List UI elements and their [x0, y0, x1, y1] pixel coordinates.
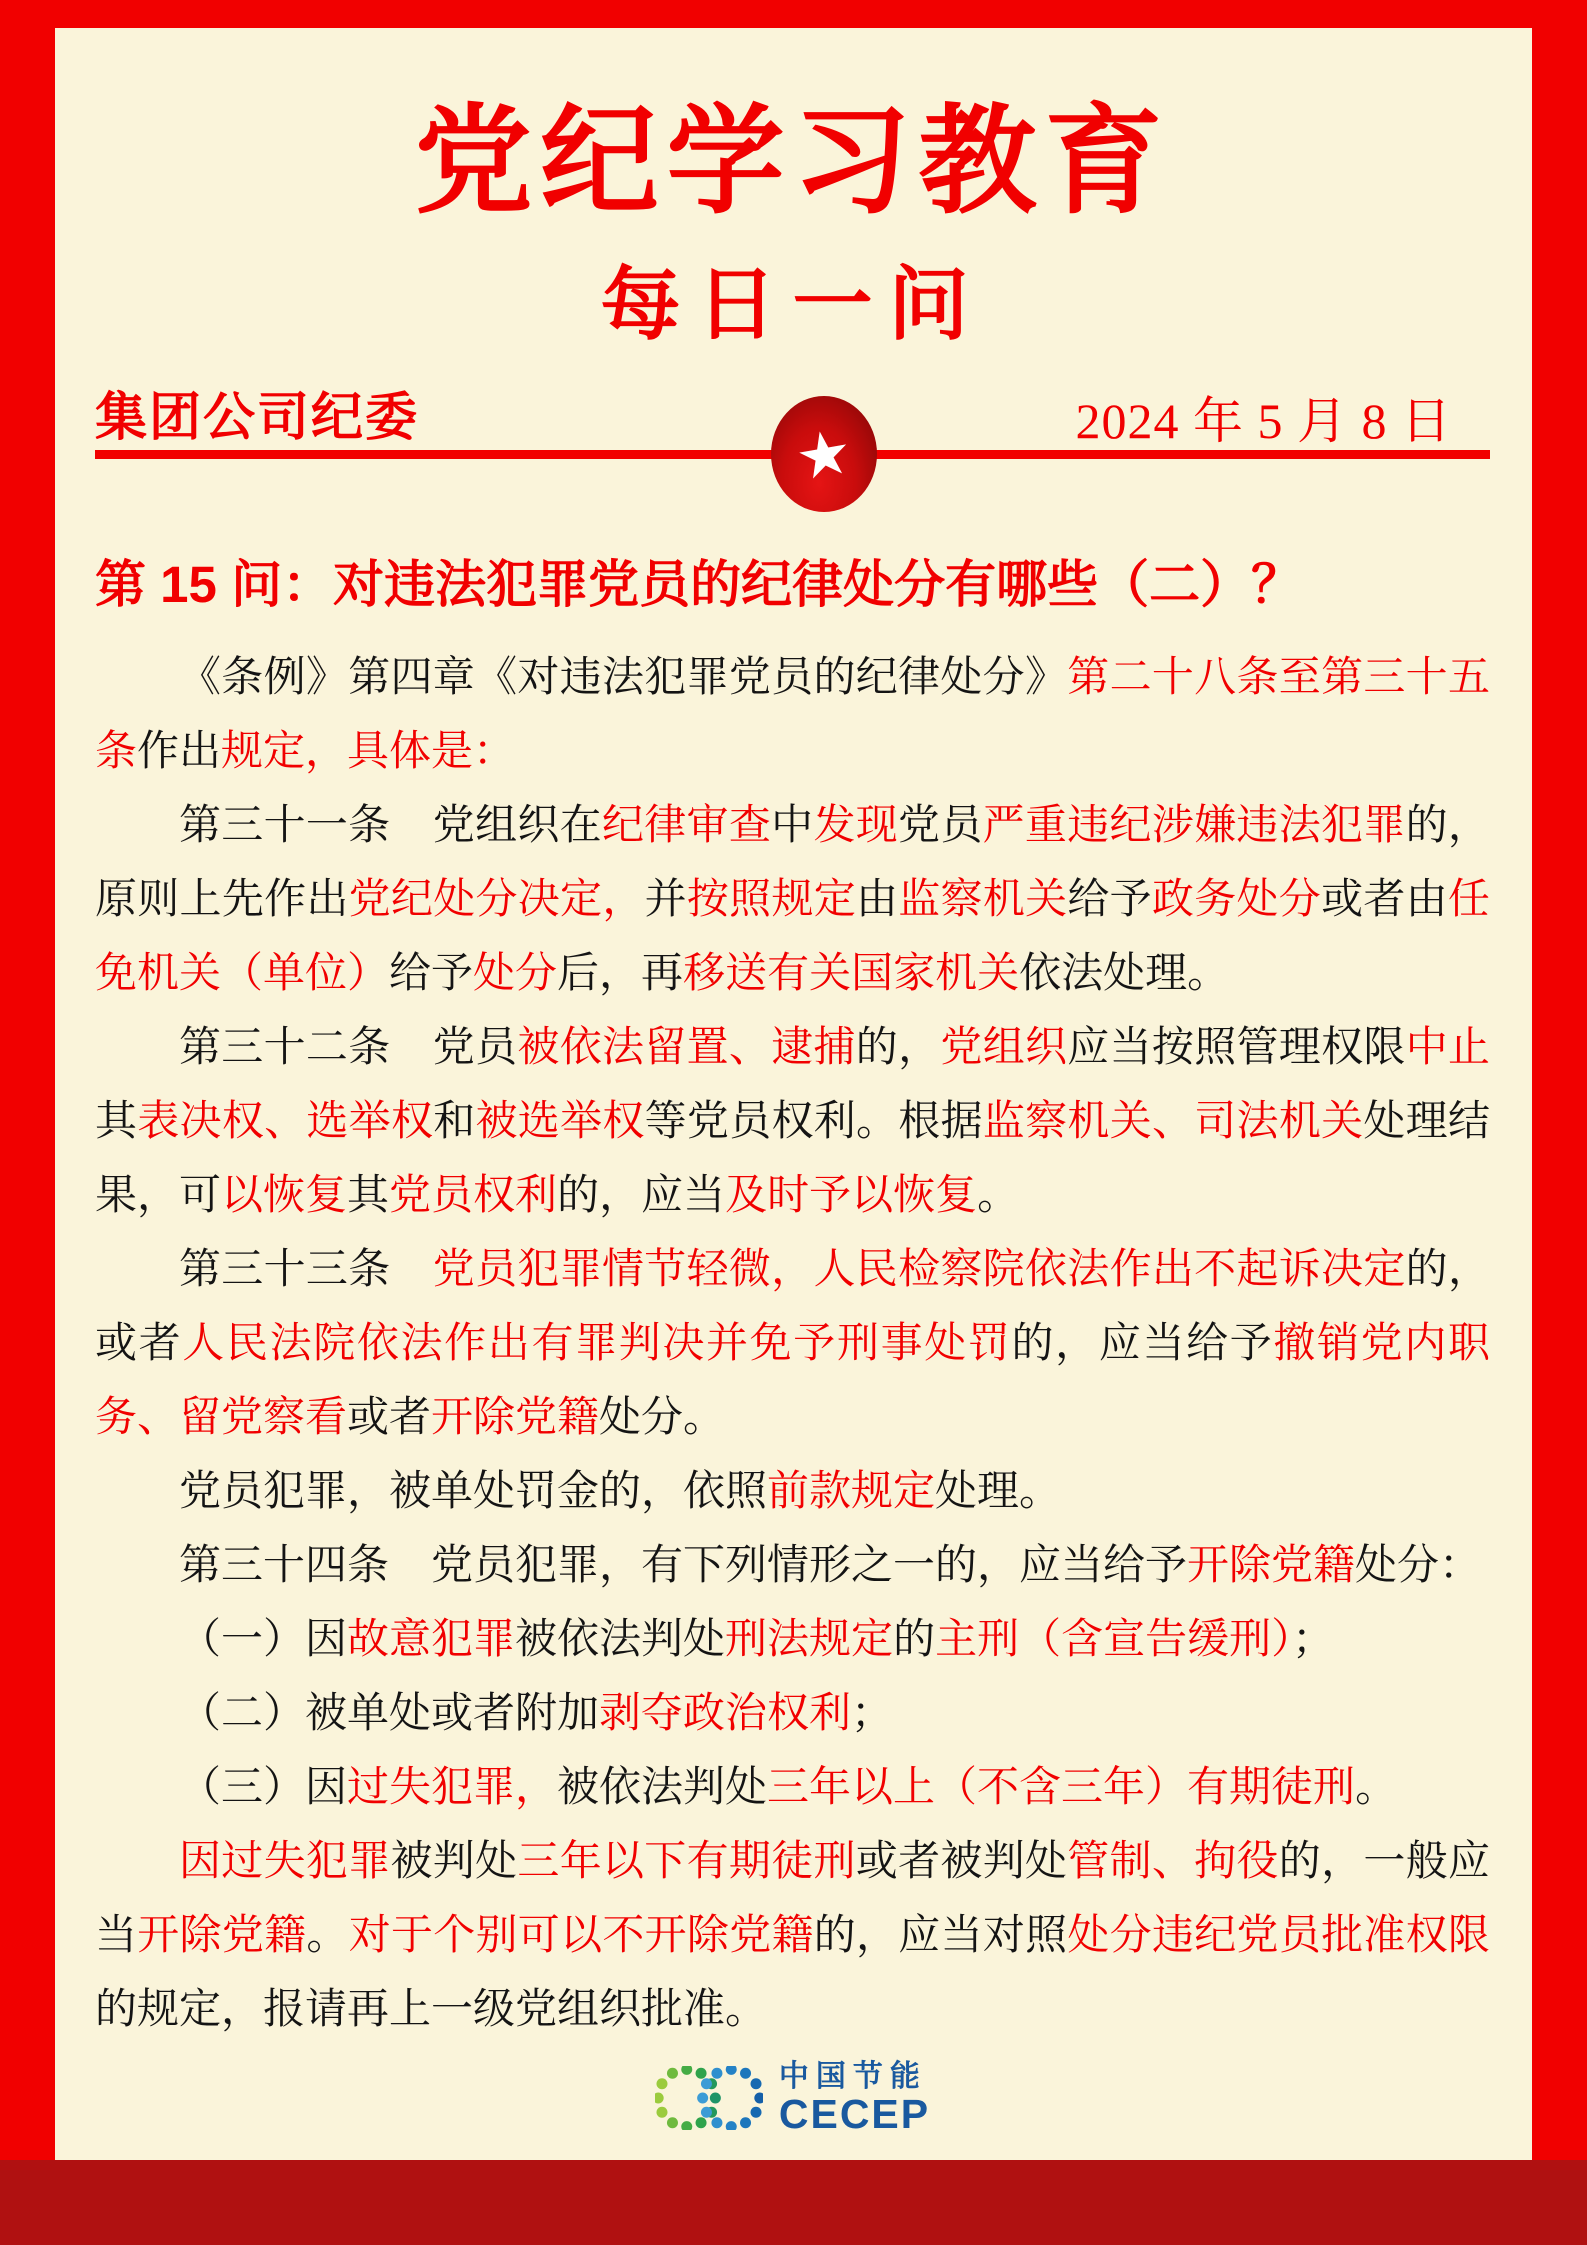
- list-item-3: （三）因过失犯罪，被依法判处三年以上（不含三年）有期徒刑。: [179, 1765, 1398, 1812]
- right-border-bar: [1532, 0, 1587, 2160]
- paragraph-closing: 因过失犯罪被判处三年以下有期徒刑或者被判处管制、拘役的，一般应当开除党籍。对于个别可以不开除党籍的，应当对照处分违纪党员批准权限的规定，报请再上一级党组织批准。: [95, 1839, 1490, 2034]
- main-title: 党纪学习教育: [414, 96, 1171, 228]
- star-icon: ★: [789, 413, 858, 496]
- poster-content: [55, 28, 1532, 2160]
- question-title: 第 15 问：对违法犯罪党员的纪律处分有哪些（二）？: [95, 556, 1303, 613]
- footer-logo: [95, 2055, 1490, 2141]
- org-name: 集团公司纪委: [95, 389, 420, 447]
- paragraph-article-33: 第三十三条 党员犯罪情节轻微，人民检察院依法作出不起诉决定的，或者人民法院依法作出有罪判决并免予刑事处罚的，应当给予撤销党内职务、留党察看或者开除党籍处分。: [95, 1247, 1490, 1442]
- logo-text-cn: 中国节能: [778, 2060, 927, 2094]
- paragraph-fine-clause: 党员犯罪，被单处罚金的，依照前款规定处理。: [179, 1469, 1062, 1516]
- left-border-bar: [0, 0, 55, 2160]
- star-badge: [771, 396, 877, 512]
- date-label: 2024 年 5 月 8 日: [1075, 393, 1452, 449]
- body-text: [95, 641, 1490, 2047]
- list-item-2: （二）被单处或者附加剥夺政治权利；: [179, 1691, 894, 1738]
- bottom-border-bar: [0, 2160, 1587, 2245]
- paragraph-article-34: 第三十四条 党员犯罪，有下列情形之一的，应当给予开除党籍处分：: [179, 1543, 1482, 1590]
- subtitle: 每日一问: [600, 262, 985, 350]
- paragraph-article-32: 第三十二条 党员被依法留置、逮捕的，党组织应当按照管理权限中止其表决权、选举权和被选举权等党员权利。根据监察机关、司法机关处理结果，可以恢复其党员权利的，应当及时予以恢复。: [95, 1025, 1490, 1220]
- cecep-logo-icon: [655, 2066, 763, 2130]
- top-border-bar: [0, 0, 1587, 28]
- list-item-1: （一）因故意犯罪被依法判处刑法规定的主刑（含宣告缓刑）；: [179, 1617, 1335, 1664]
- logo-text-en: CECEP: [778, 2091, 931, 2138]
- header-row: [95, 386, 1490, 504]
- paragraph-intro: 《条例》第四章《对违法犯罪党员的纪律处分》第二十八条至第三十五条作出规定，具体是：: [95, 655, 1490, 776]
- paragraph-article-31: 第三十一条 党组织在纪律审查中发现党员严重违纪涉嫌违法犯罪的，原则上先作出党纪处分决定，并按照规定由监察机关给予政务处分或者由任免机关（单位）给予处分后，再移送有关国家机关依法处理。: [95, 803, 1490, 998]
- logo-text: [779, 2060, 930, 2136]
